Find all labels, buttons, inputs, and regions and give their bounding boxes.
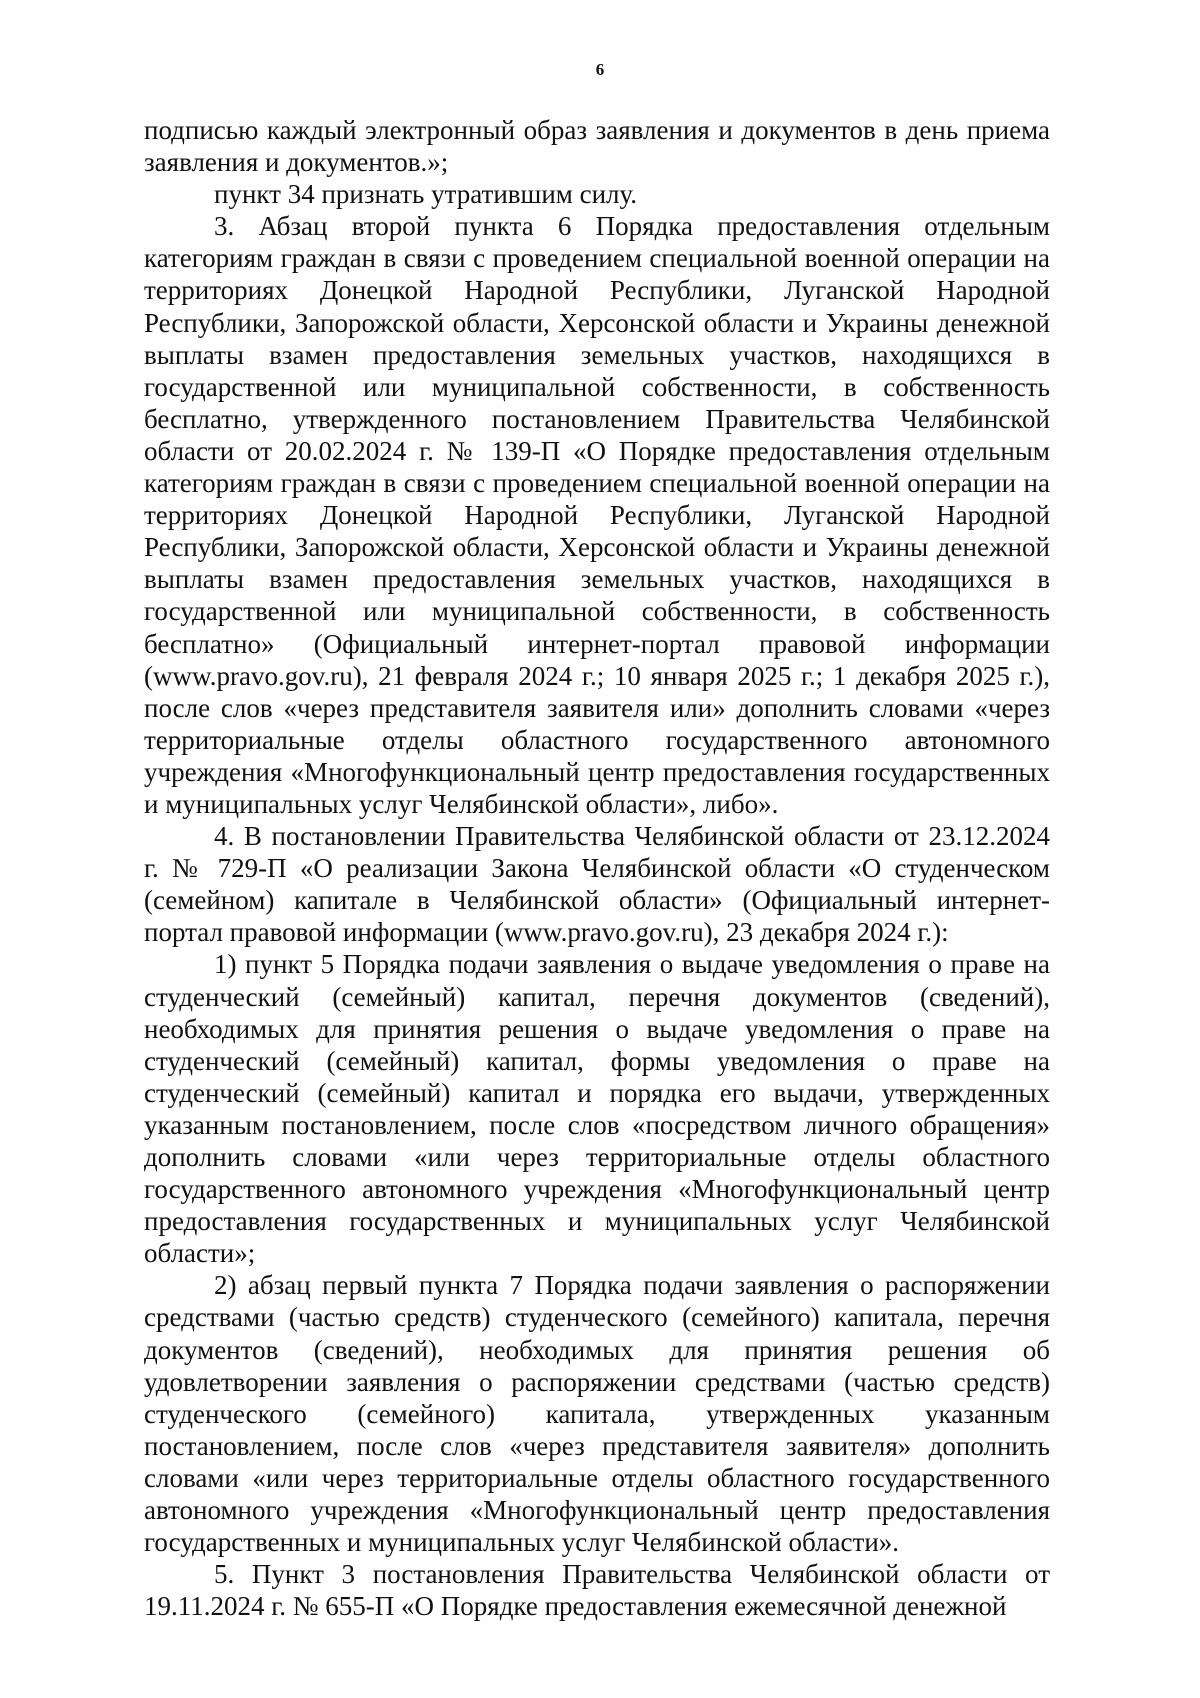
document-body	[144, 114, 1050, 1622]
paragraph: 4. В постановлении Правительства Челябинской области от 23.12.2024 г. № 729-П «О реализации Закона Челябинской области «О студенческом (семейном) капитале в Челябинской области» (Официальный интернет-портал правовой информации (www.pravo.gov.ru), 23 декабря 2024 г.):	[144, 821, 1050, 948]
paragraph: 1) пункт 5 Порядка подачи заявления о выдаче уведомления о праве на студенческий (семейный) капитал, перечня документов (сведений), необходимых для принятия решения о выдаче уведомления о праве на студенческий (семейный) капитал, формы уведомления о праве на студенческий (семейный) капитал и порядка его выдачи, утвержденных указанным постановлением, после слов «посредством личного обращения» дополнить словами «или через территориальные отделы областного государственного автономного учреждения «Многофункциональный центр предоставления государственных и муниципальных услуг Челябинской области»;	[144, 949, 1050, 1269]
paragraph: 5. Пункт 3 постановления Правительства Челябинской области от 19.11.2024 г. № 655-П «О Порядке предоставления ежемесячной денежной	[144, 1559, 1050, 1622]
paragraph: 3. Абзац второй пункта 6 Порядка предоставления отдельным категориям граждан в связи с проведением специальной военной операции на территориях Донецкой Народной Республики, Луганской Народной Республики, Запорожской области, Херсонской области и Украины денежной выплаты взамен предоставления земельных участков, находящихся в государственной или муниципальной собственности, в собственность бесплатно, утвержденного постановлением Правительства Челябинской области от 20.02.2024 г. № 139-П «О Порядке предоставления отдельным категориям граждан в связи с проведением специальной военной операции на территориях Донецкой Народной Республики, Луганской Народной Республики, Запорожской области, Херсонской области и Украины денежной выплаты взамен предоставления земельных участков, находящихся в государственной или муниципальной собственности, в собственность бесплатно» (Официальный интернет-портал правовой информации (www.pravo.gov.ru), 21 февраля 2024 г.; 10 января 2025 г.; 1 декабря 2025 г.), после слов «через представителя заявителя или» дополнить словами «через территориальные отделы областного государственного автономного учреждения «Многофункциональный центр предоставления государственных и муниципальных услуг Челябинской области», либо».	[144, 211, 1050, 819]
paragraph: пункт 34 признать утратившим силу.	[214, 179, 638, 210]
page-number: 6	[595, 60, 605, 79]
paragraph: подписью каждый электронный образ заявления и документов в день приема заявления и документов.»;	[144, 115, 1050, 178]
paragraph: 2) абзац первый пункта 7 Порядка подачи заявления о распоряжении средствами (частью средств) студенческого (семейного) капитала, перечня документов (сведений), необходимых для принятия решения об удовлетворении заявления о распоряжении средствами (частью средств) студенческого (семейного) капитала, утвержденных указанным постановлением, после слов «через представителя заявителя» дополнить словами «или через территориальные отделы областного государственного автономного учреждения «Многофункциональный центр предоставления государственных и муниципальных услуг Челябинской области».	[144, 1270, 1050, 1558]
